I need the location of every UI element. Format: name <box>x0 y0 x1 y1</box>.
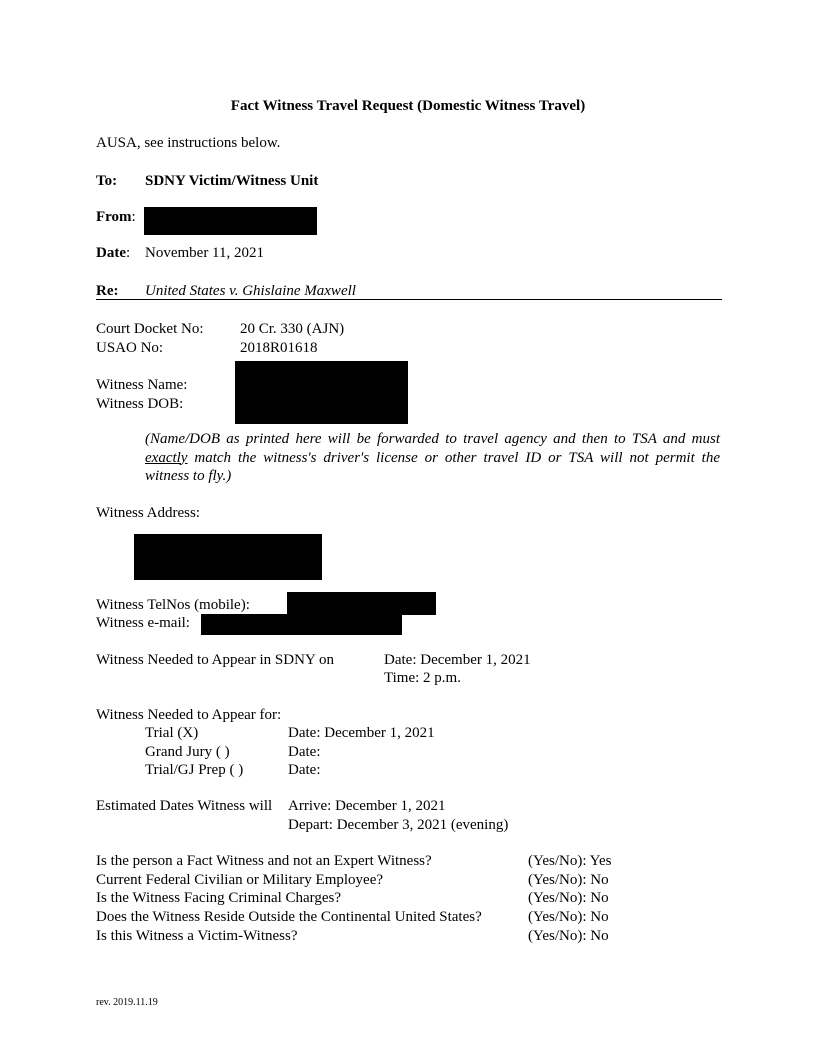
note-text-1: (Name/DOB as printed here will be forwarded to travel agency and then to TSA and must <box>145 431 720 447</box>
revision-footer: rev. 2019.11.19 <box>96 997 158 1008</box>
question-answer: (Yes/No): No <box>528 872 609 888</box>
witness-tel-label: Witness TelNos (mobile): <box>96 597 250 613</box>
re-label: Re: <box>96 283 119 299</box>
question-text: Does the Witness Reside Outside the Continental United States? <box>96 909 482 925</box>
appear-time: Time: 2 p.m. <box>384 670 461 686</box>
page-title: Fact Witness Travel Request (Domestic Witness Travel) <box>230 98 586 114</box>
estimated-dates-label: Estimated Dates Witness will <box>96 798 273 814</box>
date-label-text: Date <box>96 245 126 261</box>
arrive-date: Arrive: December 1, 2021 <box>288 798 446 814</box>
docket-value: 20 Cr. 330 (AJN) <box>240 321 345 337</box>
question-answer: (Yes/No): Yes <box>528 853 612 869</box>
needed-in-sdny-label: Witness Needed to Appear in SDNY on <box>96 652 334 668</box>
note-emphasis: exactly <box>145 449 188 466</box>
appear-date: Date: December 1, 2021 <box>384 652 531 668</box>
from-redaction <box>144 207 317 235</box>
date-colon: : <box>126 245 131 261</box>
question-text: Is this Witness a Victim-Witness? <box>96 928 298 944</box>
needed-for-label: Witness Needed to Appear for: <box>96 707 282 723</box>
appear-type-prep-date: Date: <box>288 762 321 778</box>
tel-redaction <box>287 592 436 615</box>
appear-type-grand-jury: Grand Jury ( ) <box>145 744 230 760</box>
witness-address-label: Witness Address: <box>96 505 200 521</box>
date-label <box>96 244 130 262</box>
depart-date: Depart: December 3, 2021 (evening) <box>288 817 509 833</box>
question-text: Is the Witness Facing Criminal Charges? <box>96 890 342 906</box>
docket-label: Court Docket No: <box>96 321 204 337</box>
appear-type-trial: Trial (X) <box>145 725 199 741</box>
usao-label: USAO No: <box>96 340 164 356</box>
appear-type-grand-jury-date: Date: <box>288 744 321 760</box>
re-value: United States v. Ghislaine Maxwell <box>145 283 356 299</box>
name-dob-redaction <box>235 361 408 424</box>
question-answer: (Yes/No): No <box>528 928 609 944</box>
usao-value: 2018R01618 <box>240 340 318 356</box>
header-divider <box>96 299 722 300</box>
date-value: November 11, 2021 <box>145 245 265 261</box>
question-answer: (Yes/No): No <box>528 890 609 906</box>
question-text: Is the person a Fact Witness and not an Expert Witness? <box>96 853 432 869</box>
from-colon: : <box>131 209 136 225</box>
appear-type-trial-date: Date: December 1, 2021 <box>288 725 435 741</box>
to-label: To: <box>96 173 118 189</box>
note-text-2: match the witness's driver's license or other travel ID or TSA will not permit the witness to fly.) <box>145 449 720 484</box>
to-value: SDNY Victim/Witness Unit <box>145 173 319 189</box>
intro-text: AUSA, see instructions below. <box>96 135 281 151</box>
question-answer: (Yes/No): No <box>528 909 609 925</box>
name-dob-note <box>145 430 720 486</box>
witness-email-label: Witness e-mail: <box>96 615 190 631</box>
address-redaction <box>134 534 322 580</box>
appear-type-prep: Trial/GJ Prep ( ) <box>145 762 244 778</box>
from-label <box>96 208 136 226</box>
witness-name-label: Witness Name: <box>96 377 188 393</box>
question-text: Current Federal Civilian or Military Employee? <box>96 872 384 888</box>
from-label-text: From <box>96 209 132 225</box>
email-redaction <box>201 614 402 635</box>
witness-dob-label: Witness DOB: <box>96 396 184 412</box>
